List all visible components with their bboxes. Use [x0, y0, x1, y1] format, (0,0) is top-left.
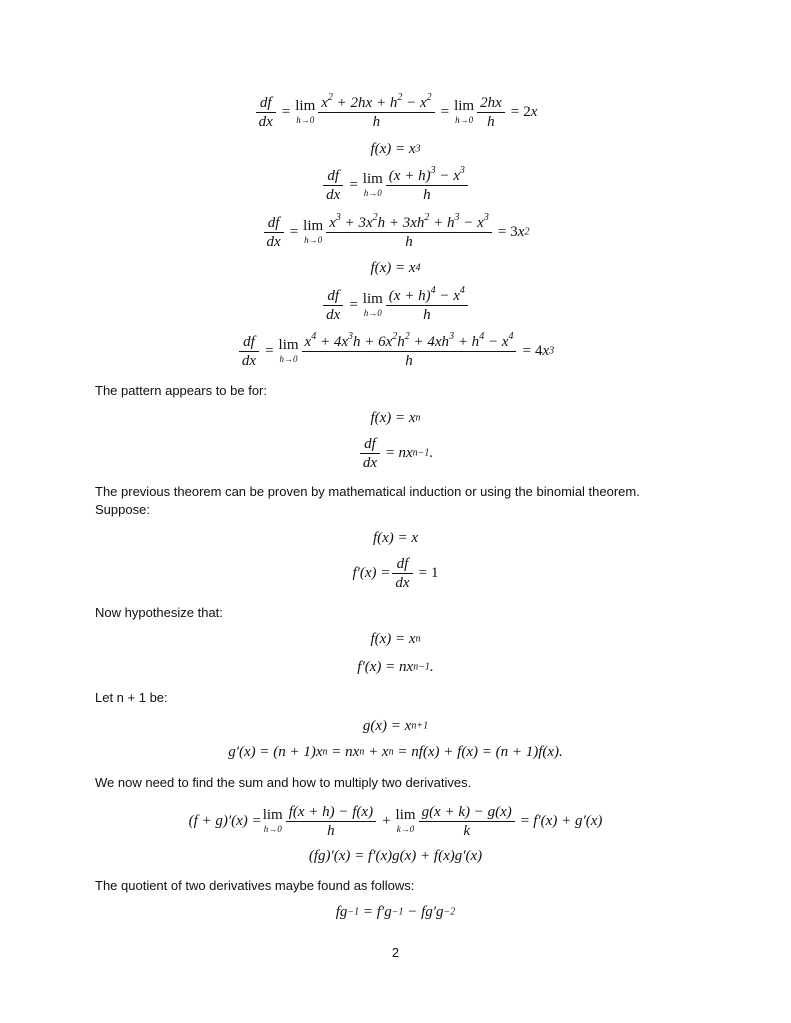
equation-product-rule: (fg)′(x) = f′(x)g(x) + f(x)g′(x)	[308, 848, 483, 864]
equation-f-x-n: f(x) = xn	[370, 410, 421, 426]
equation-power-rule: $\frac{df}{dx}$ = nxn−1.	[0, 435, 791, 472]
equation-base-case: f′(x) = $\frac{df}{dx}$ = 1	[352, 556, 439, 591]
text-suppose: Suppose:	[95, 502, 150, 517]
equation-sum-rule: (f + g)′(x) = lim h→0 $\frac{f(x + h) - f(x)}{h}$ + lim k→0 $\frac{g(x + k) - g(x)}{k}$ = f′(x) + g′(x)	[188, 804, 603, 839]
text-hypothesize: Now hypothesize that:	[95, 605, 223, 620]
text-let: Let n + 1 be:	[95, 690, 168, 705]
equation-derivative-x-squared: $\frac{df}{dx}$ = lim h→0 $\frac{x^2 + 2hx + h^2 - x^2}{h}$ = lim h→0 $\frac{2hx}{h}$ = 2x	[0, 94, 791, 131]
page-number: 2	[391, 945, 400, 960]
equation-g-x: g(x) = xn+1	[362, 718, 429, 734]
equation-limit-x-cubed: $\frac{df}{dx}$ = lim h→0 $\frac{(x + h)^3 - x^3}{h}$	[0, 167, 791, 204]
text-quotient: The quotient of two derivatives maybe found as follows:	[95, 878, 415, 893]
equation-f-x-cubed: f(x) = x3	[370, 141, 421, 157]
equation-hypothesis-derivative: f′(x) = nxn−1.	[357, 659, 434, 675]
equation-derivative-x-fourth: $\frac{df}{dx}$ = lim h→0 $\frac{x^4 + 4x^3h + 6x^2h^2 + 4xh^3 + h^4 - x^4}{h}$ = 4x3	[0, 333, 791, 370]
equation-f-x: f(x) = x	[372, 530, 419, 546]
equation-f-x-fourth: f(x) = x4	[370, 260, 421, 276]
text-pattern: The pattern appears to be for:	[95, 383, 267, 398]
equation-derivative-x-cubed: $\frac{df}{dx}$ = lim h→0 $\frac{x^3 + 3x^2h + 3xh^2 + h^3 - x^3}{h}$ = 3x2	[0, 214, 791, 251]
equation-limit-x-fourth: $\frac{df}{dx}$ = lim h→0 $\frac{(x + h)^4 - x^4}{h}$	[0, 287, 791, 324]
text-theorem: The previous theorem can be proven by mathematical induction or using the binomial theorem.	[95, 484, 640, 499]
equation-inductive-step: g′(x) = (n + 1)xn = nxn + xn = nf(x) + f(x) = (n + 1)f(x).	[228, 744, 563, 760]
equation-quotient: fg−1 = f′g−1 − fg′g−2	[335, 904, 456, 920]
equation-hypothesis-f: f(x) = xn	[370, 631, 421, 647]
text-sum: We now need to find the sum and how to multiply two derivatives.	[95, 775, 472, 790]
